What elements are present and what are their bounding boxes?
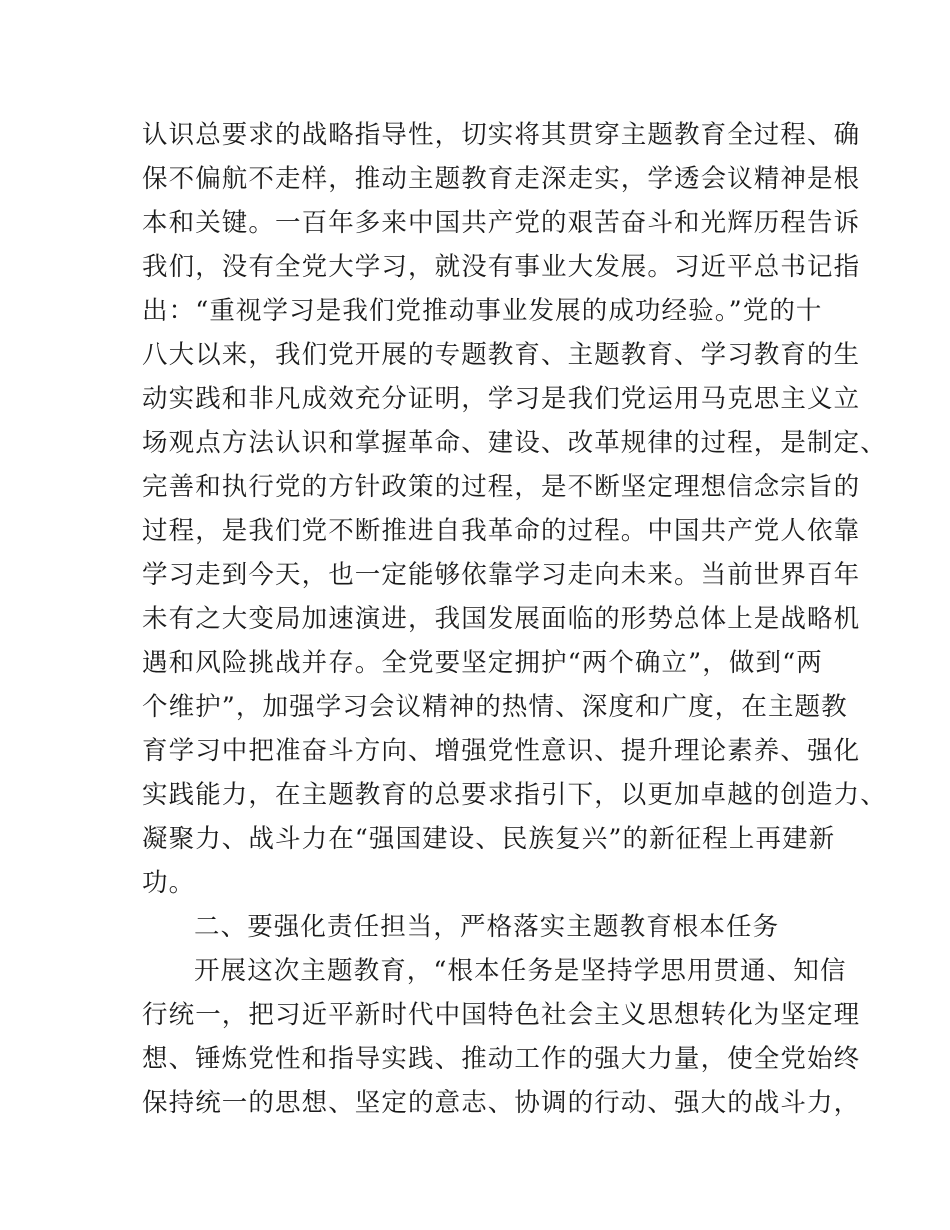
paragraph-2 [142,949,861,1125]
text-line: 出：“重视学习是我们党推动事业发展的成功经验。”党的十 [142,296,823,326]
text-line: 保持统一的思想、坚定的意志、协调的行动、强大的战斗力， [142,1088,861,1118]
document-body [142,113,887,1125]
text-line: 保不偏航不走样，推动主题教育走深走实，学透会议精神是根 [142,164,861,194]
text-line: 过程，是我们党不断推进自我革命的过程。中国共产党人依靠 [142,516,861,546]
text-line: 开展这次主题教育，“根本任务是坚持学思用贯通、知信 [194,956,847,986]
text-line: 我们，没有全党大学习，就没有事业大发展。习近平总书记指 [142,252,861,282]
text-line: 凝聚力、战斗力在“强国建设、民族复兴”的新征程上再建新 [142,824,836,854]
text-line: 本和关键。一百年多来中国共产党的艰苦奋斗和光辉历程告诉 [142,208,861,238]
text-line: 遇和风险挑战并存。全党要坚定拥护“两个确立”，做到“两 [142,648,823,678]
text-line: 学习走到今天，也一定能够依靠学习走向未来。当前世界百年 [142,560,861,590]
text-line: 八大以来，我们党开展的专题教育、主题教育、学习教育的生 [142,340,861,370]
text-line: 功。 [142,868,196,898]
text-line: 未有之大变局加速演进，我国发展面临的形势总体上是战略机 [142,604,861,634]
text-line: 行统一，把习近平新时代中国特色社会主义思想转化为坚定理 [142,1000,861,1030]
text-line: 认识总要求的战略指导性，切实将其贯穿主题教育全过程、确 [142,120,861,150]
text-line: 个维护”，加强学习会议精神的热情、深度和广度，在主题教 [142,692,848,722]
text-line: 动实践和非凡成效充分证明，学习是我们党运用马克思主义立 [142,384,861,414]
text-line: 想、锤炼党性和指导实践、推动工作的强大力量，使全党始终 [142,1044,861,1074]
text-line: 完善和执行党的方针政策的过程，是不断坚定理想信念宗旨的 [142,472,861,502]
text-line: 育学习中把准奋斗方向、增强党性意识、提升理论素养、强化 [142,736,861,766]
paragraph-1 [142,113,887,905]
section-heading: 二、要强化责任担当，严格落实主题教育根本任务 [194,912,780,942]
text-line: 实践能力，在主题教育的总要求指引下，以更加卓越的创造力、 [142,780,887,810]
text-line: 场观点方法认识和掌握革命、建设、改革规律的过程，是制定、 [142,428,887,458]
